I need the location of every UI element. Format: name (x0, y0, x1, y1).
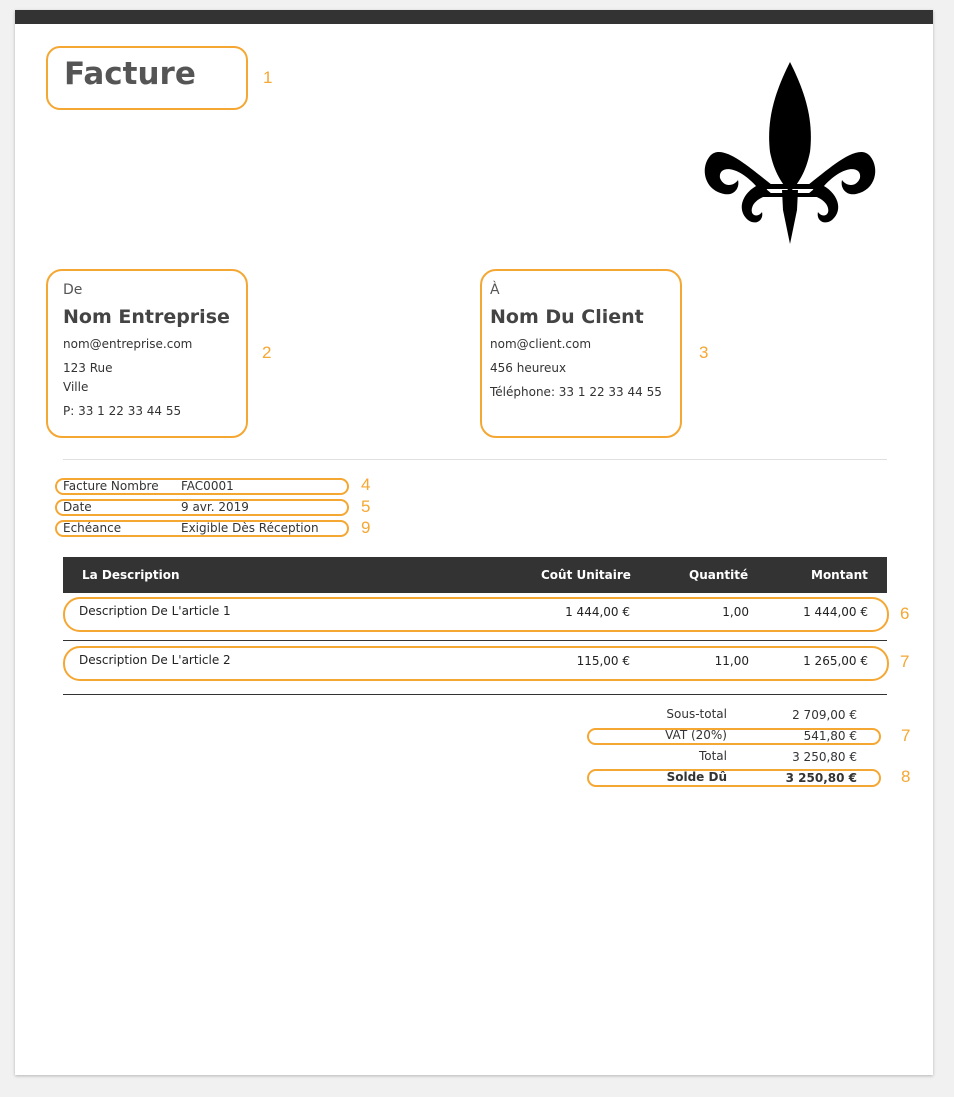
annotation-box-vat (587, 728, 881, 745)
to-phone: Téléphone: 33 1 22 33 44 55 (490, 385, 662, 399)
total-label: Total (698, 749, 727, 763)
due-value: Exigible Dès Réception (181, 521, 319, 535)
table-row-1-quantity: 1,00 (722, 605, 749, 619)
from-phone: P: 33 1 22 33 44 55 (63, 404, 182, 418)
from-label: De (63, 282, 83, 298)
annotation-number: 9 (361, 518, 371, 537)
date-label: Date (63, 500, 92, 514)
header-amount: Montant (811, 568, 868, 582)
from-email: nom@entreprise.com (63, 337, 193, 351)
from-city: Ville (63, 380, 89, 394)
annotation-number: 7 (900, 652, 910, 671)
vat-label: VAT (20%) (665, 728, 727, 742)
date-value: 9 avr. 2019 (181, 500, 249, 514)
table-row-2-amount: 1 265,00 € (803, 654, 868, 668)
invoice-number-value: FAC0001 (181, 479, 234, 493)
annotation-box-due (55, 520, 349, 537)
from-company-name: Nom Entreprise (63, 306, 230, 328)
annotation-box-row-2 (63, 646, 889, 681)
invoice-number-label: Facture Nombre (63, 479, 159, 493)
annotation-box-row-1 (63, 597, 889, 632)
total-value: 3 250,80 € (792, 750, 857, 764)
table-row-2-quantity: 11,00 (714, 654, 749, 668)
annotation-box-date (55, 499, 349, 516)
annotation-number: 8 (901, 767, 911, 786)
divider (63, 459, 887, 460)
annotation-number: 3 (699, 343, 709, 362)
to-street: 456 heureux (490, 361, 567, 375)
annotation-number: 5 (361, 497, 371, 516)
annotation-box-title (46, 46, 248, 110)
header-quantity: Quantité (689, 568, 749, 582)
page-title: Facture (64, 56, 196, 92)
header-description: La Description (82, 568, 180, 582)
table-row-1-unit-cost: 1 444,00 € (565, 605, 630, 619)
annotation-number: 1 (263, 68, 273, 87)
fleur-de-lis-icon (700, 60, 880, 245)
header-unit-cost: Coût Unitaire (541, 568, 631, 582)
row-divider (63, 640, 887, 641)
annotation-number: 2 (262, 343, 272, 362)
annotation-number: 4 (361, 475, 371, 494)
invoice-page (15, 10, 933, 1075)
row-divider (63, 694, 887, 695)
due-label: Échéance (63, 521, 122, 535)
subtotal-value: 2 709,00 € (792, 708, 857, 722)
table-row-1-amount: 1 444,00 € (803, 605, 868, 619)
annotation-box-balance (587, 769, 881, 787)
annotation-box-to (480, 269, 682, 438)
table-row-2-description: Description De L'article 2 (79, 653, 231, 667)
to-client-name: Nom Du Client (490, 306, 644, 328)
to-email: nom@client.com (490, 337, 592, 351)
vat-value: 541,80 € (803, 729, 857, 743)
to-label: À (490, 282, 500, 298)
balance-due-value: 3 250,80 € (785, 771, 857, 785)
table-header (63, 557, 887, 593)
annotation-box-number (55, 478, 349, 495)
top-bar (15, 10, 933, 24)
table-row-1-description: Description De L'article 1 (79, 604, 231, 618)
annotation-number: 6 (900, 604, 910, 623)
annotation-number: 7 (901, 726, 911, 745)
balance-due-label: Solde Dû (666, 770, 727, 784)
from-street: 123 Rue (63, 361, 113, 375)
table-row-2-unit-cost: 115,00 € (576, 654, 630, 668)
subtotal-label: Sous-total (666, 707, 727, 721)
annotation-box-from (46, 269, 248, 438)
